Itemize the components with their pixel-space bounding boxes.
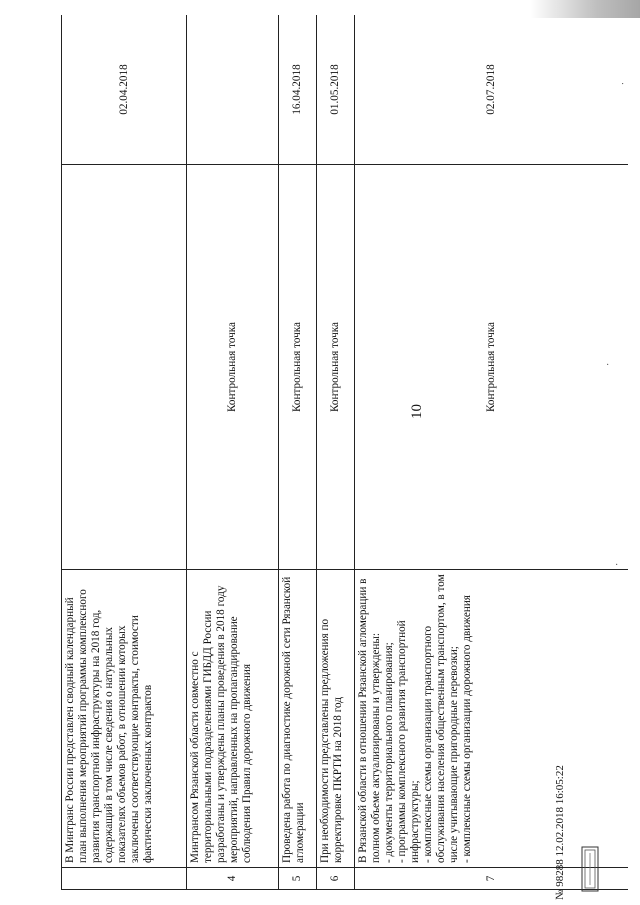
row-number-cell — [62, 868, 187, 890]
margin-dot: · — [616, 81, 628, 86]
row-number-cell: 4 — [187, 868, 279, 890]
event-type-cell: Контрольная точка — [279, 165, 317, 570]
event-description-cell: Минтрансом Рязанской области совместно с территориальными подразделениями ГИБДД России разработаны и утверждены планы проведения в 2018 году мероприятий, направленных на пропагандирование соблюдения Правил дорожного движения — [187, 570, 279, 868]
row-number-cell: 6 — [317, 868, 355, 890]
event-type-cell: Контрольная точка — [187, 165, 279, 570]
table-row — [279, 15, 317, 890]
table-row — [187, 15, 279, 890]
event-type-cell — [62, 165, 187, 570]
row-number-cell: 5 — [279, 868, 317, 890]
seal-logo-icon — [578, 845, 602, 893]
event-date-cell — [187, 15, 279, 165]
event-type-cell: Контрольная точка — [355, 165, 629, 570]
event-description-cell: При необходимости представлены предложения по корректировке ПКРТИ на 2018 год — [317, 570, 355, 868]
event-description-cell: Проведена работа по диагностике дорожной сети Рязанской агломерации — [279, 570, 317, 868]
event-date-cell: 16.04.2018 — [279, 15, 317, 165]
table-row — [317, 15, 355, 890]
row-number-cell: 7 — [355, 868, 629, 890]
margin-dot: · — [606, 360, 610, 371]
event-date-cell: 02.07.2018 — [355, 15, 629, 165]
event-date-cell: 01.05.2018 — [317, 15, 355, 165]
page-number: 10 — [409, 404, 425, 419]
event-date-cell: 02.04.2018 — [62, 15, 187, 165]
event-description-cell: В Рязанской области в отношении Рязанской агломерации в полном объеме актуализированы и утверждены: - документы территориального планирования; - программы комплексного развития транспортной инфраструктуры; - комплексные схемы организации транспортного обслуживания населения общественным транспортом, в том числе учитывающие пригородные перевозки; - комплексные схемы организации дорожного движения — [355, 570, 629, 868]
event-description-cell: В Минтранс России представлен сводный календарный план выполнения мероприятий программы комплексного развития транспортной инфраструктуры на 2018 год, содержащий в том числе сведения о натуральных показателях объемов работ, в отношении которых заключены соответствующие контракты, стоимости фактически заключенных контрактов — [62, 570, 187, 868]
table-row — [62, 15, 187, 890]
margin-dot: · — [615, 560, 619, 571]
registration-stamp-text: № 98288 12.02.2018 16:05:22 — [554, 765, 566, 900]
event-type-cell: Контрольная точка — [317, 165, 355, 570]
